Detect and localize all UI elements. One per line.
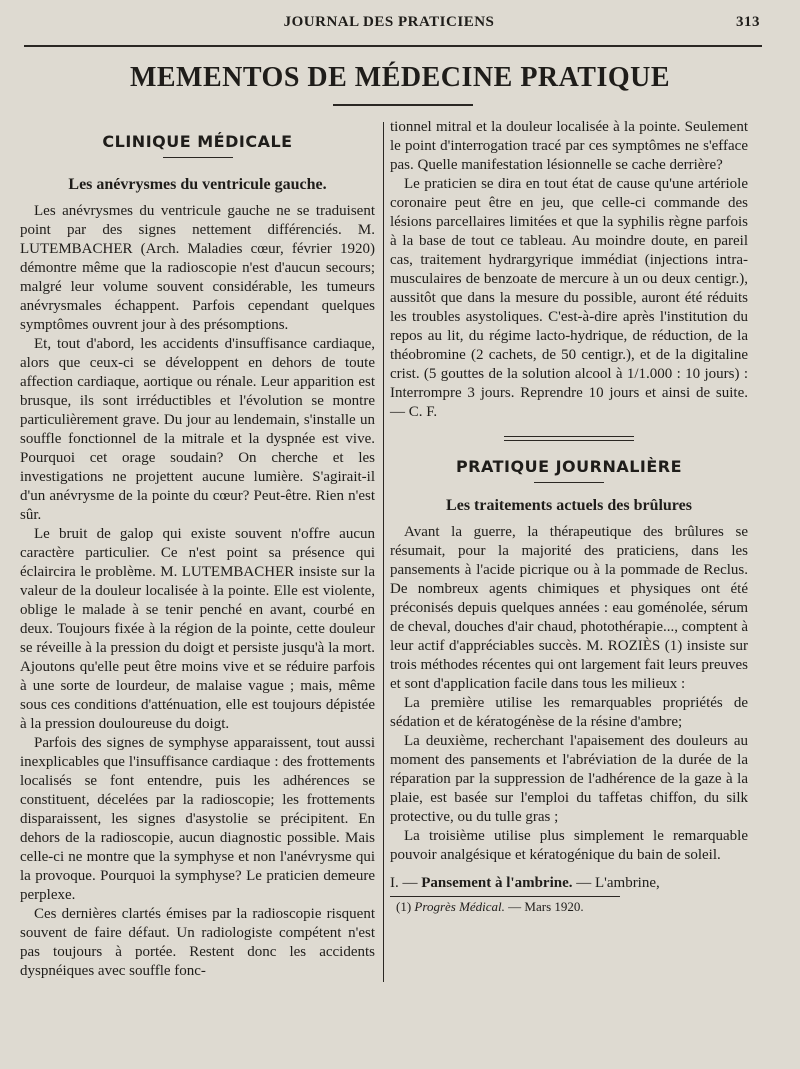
numbered-item: I. — Pansement à l'ambrine. — L'ambrine, <box>390 875 660 891</box>
paragraph: Avant la guerre, la thérapeutique des brûlures se résumait, pour la majorité des praticiens, dans les pansements à l'acide picrique ou à la pommade de Reclus. De nombreux agents chimiques et physiques ont été préconisés depuis quelques années : eau goménolée, sérum de cheval, douches d'air chaud, photothérapie..., comptent à leur actif d'appréciables succès. M. ROZIÈS (1) insiste sur trois méthodes récentes qui ont largement fait leurs preuves et sont d'application facile dans tous les milieux : <box>390 524 748 692</box>
journal-name: JOURNAL DES PRATICIENS <box>283 14 495 30</box>
title-rule <box>333 104 473 106</box>
page-number: 313 <box>736 14 760 30</box>
section-rule <box>534 482 604 483</box>
footnote-source: Progrès Médical. <box>414 899 505 914</box>
paragraph: La première utilise les remarquables propriétés de sédation et de kératogénèse de la résine d'ambre; <box>390 695 748 730</box>
header-rule <box>24 45 762 47</box>
running-header <box>18 14 760 36</box>
paragraph: Le bruit de galop qui existe souvent n'offre aucun caractère particulier. Ce n'est point sa présence qui éclaircira le problème. M. LUTEMBACHER insiste sur la valeur de la douleur localisée à la pointe. Elle est violente, oblige le malade à se tenir penché en avant, courbé en deux. Toujours fixée à la région de la pointe, cette douleur se réveille à la pression du doigt et persiste jusqu'à la mort. Ajoutons qu'elle peut être moins vive et se réduire parfois à une sorte de lourdeur, de malaise vague ; mais, même sous ces conditions d'atténuation, elle est toujours dépistée à la pression douloureuse du doigt. <box>20 526 375 732</box>
paragraph: Ces dernières clartés émises par la radioscopie risquent souvent de faire défaut. Un radiologiste compétent n'est pas toujours à portée. Restent donc les accidents dyspnéiques avec souffle fonc- <box>20 906 375 979</box>
item-number: I. <box>390 875 399 891</box>
page-title: MEMENTOS DE MÉDECINE PRATIQUE <box>129 62 671 93</box>
item-tail: L'ambrine, <box>595 875 660 891</box>
paragraph: Les anévrysmes du ventricule gauche ne se traduisent point par des signes nettement différenciés. M. LUTEMBACHER (Arch. Maladies cœur, février 1920) démontre même que la radioscopie n'est d'aucun secours; malgré leur volume souvent considérable, les tumeurs anévrysmales échappent. Parfois cependant quelques symptômes ouvrent jour à des présomptions. <box>20 203 375 333</box>
footnote <box>390 899 748 915</box>
left-column <box>20 118 375 981</box>
paragraph: Parfois des signes de symphyse apparaissent, tout aussi inexplicables que l'insuffisance cardiaque : des frottements localisés se font entendre, puis les adhérences se constituent, décelées par la radioscopie; les frottements disparaissent, les signes d'asystolie se précipitent. En dehors de la radioscopie, aucun diagnostic possible. Mais celle-ci ne montre que la symphyse et non l'anévrysme qui la provoque. Pourquoi la symphyse? Le praticien demeure perplexe. <box>20 735 375 903</box>
section-rule <box>163 157 233 158</box>
paragraph: Et, tout d'abord, les accidents d'insuffisance cardiaque, alors que ceux-ci se développent en dehors de toute affection cardiaque, aortique ou rénale. Leur apparition est brusque, ils sont irréductibles et l'évolution se montre particulièrement grave. Du jour au lendemain, s'installe un souffle fonctionnel de la mitrale et la dyspnée est vive. Pourquoi cet orage soudain? On cherche et les investigations ne projettent aucune lumière. S'agirait-il d'un anévrysme de la pointe du cœur? Peut-être. Rien n'est sûr. <box>20 336 375 523</box>
footnote-number: (1) <box>396 899 412 914</box>
section-title-clinique: CLINIQUE MÉDICALE <box>102 132 293 151</box>
paragraph: La deuxième, recherchant l'apaisement des douleurs au moment des pansements et l'abréviation de la durée de la réparation par la suppression de l'adhérence de la gaze à la plaie, est basée sur l'emploi du taffetas chiffon, du silk protective, ou du tulle gras ; <box>390 733 748 825</box>
paragraph: Le praticien se dira en tout état de cause qu'une artériole coronaire peut être en jeu, que celle-ci commande des lésions parcellaires limitées et que la syphilis règne parfois à la base de tout ce tableau. Au moindre doute, en pareil cas, traitement hydrargyrique immédiat (injections intra-musculaires de benzoate de mercure à un ou deux centigr.), aussitôt que dans la mesure du possible, auront été réduits les troubles asystoliques. C'est-à-dire après l'institution du repos au lit, du régime lacto-hydrique, de réduction, de la théobromine (2 cachets, de 50 centigr.), et de la digitaline crist. (5 gouttes de la solution alcool à 1/1.000 : 10 jours) : Interrompre 3 jours. Reprendre 10 jours et ainsi de suite. — C. F. <box>390 176 748 420</box>
subsection-title-brulures: Les traitements actuels des brûlures <box>446 497 692 514</box>
paragraph: La troisième utilise plus simplement le remarquable pouvoir analgésique et kératogénique du bain de soleil. <box>390 828 748 863</box>
subsection-title-anevrysmes: Les anévrysmes du ventricule gauche. <box>68 176 327 193</box>
paragraph: tionnel mitral et la douleur localisée à la pointe. Seulement le point d'interrogation tracé par ces symptômes ne s'efface pas. Quelle manifestation lésionnelle se cache derrière? <box>390 119 748 173</box>
right-column <box>390 118 748 915</box>
item-title: Pansement à l'ambrine. <box>421 875 573 891</box>
column-divider <box>383 122 384 982</box>
footnote-rule <box>390 896 620 897</box>
section-title-pratique: PRATIQUE JOURNALIÈRE <box>455 457 683 476</box>
section-separator <box>504 436 634 441</box>
footnote-date: — Mars 1920. <box>508 899 584 914</box>
